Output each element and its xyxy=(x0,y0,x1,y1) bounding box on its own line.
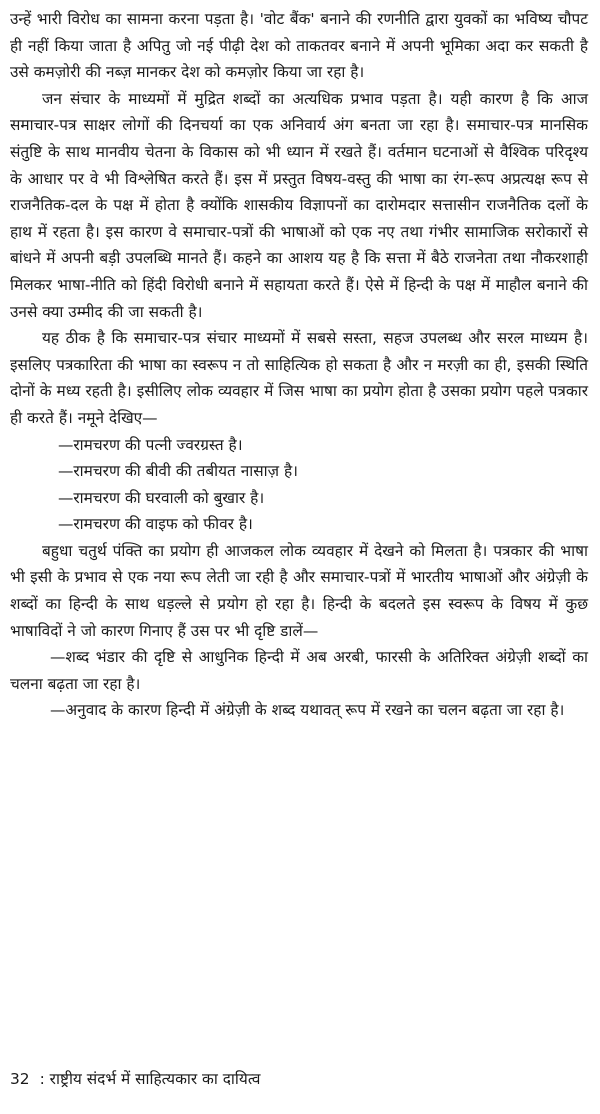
paragraph-opening: उन्हें भारी विरोध का सामना करना पड़ता है। 'वोट बैंक' बनाने की रणनीति द्वारा युवकों का भविष्य चौपट ही नहीं किया जाता है अपितु जो नई पीढ़ी देश को ताकतवर बनाने में अपनी भूमिका अदा कर सकती है उसे कमज़ोरी की नब्ज़ मानकर देश को कमज़ोर किया जा रहा है। xyxy=(10,10,588,82)
example-list xyxy=(10,432,588,538)
reason-item: —शब्द भंडार की दृष्टि से आधुनिक हिन्दी में अब अरबी, फारसी के अतिरिक्त अंग्रेज़ी शब्दों का चलना बढ़ता जा रहा है। xyxy=(10,648,588,693)
reason-item: —अनुवाद के कारण हिन्दी में अंग्रेज़ी के शब्द यथावत् रूप में रखने का चलन बढ़ता जा रहा है। xyxy=(50,701,565,720)
paragraph-newspaper-language: यह ठीक है कि समाचार-पत्र संचार माध्यमों में सबसे सस्ता, सहज उपलब्ध और सरल माध्यम है। इसलिए पत्रकारिता की भाषा का स्वरूप न तो साहित्यिक हो सकता है और न मरज़ी का ही, इसकी स्थिति दोनों के मध्य रहती है। इसीलिए लोक व्यवहार में जिस भाषा का प्रयोग होता है उसका प्रयोग पहले पत्रकार ही करते हैं। नमूने देखिए— xyxy=(10,329,588,427)
example-line: —रामचरण की वाइफ को फीवर है। xyxy=(58,515,253,534)
example-line: —रामचरण की बीवी की तबीयत नासाज़ है। xyxy=(58,462,298,481)
example-line: —रामचरण की पत्नी ज्वरग्रस्त है। xyxy=(58,435,243,454)
page-footer xyxy=(10,1066,260,1092)
reason-list xyxy=(10,644,588,724)
paragraph-mass-media: जन संचार के माध्यमों में मुद्रित शब्दों का अत्यधिक प्रभाव पड़ता है। यही कारण है कि आज समाचार-पत्र साक्षर लोगों की दिनचर्या का एक अनिवार्य अंग बनता जा रहा है। समाचार-पत्र मानसिक संतुष्टि के साथ मानवीय चेतना के विकास को भी ध्यान में रखते हैं। वर्तमान घटनाओं से वैश्विक परिदृश्य के आधार पर वे भी विश्लेषित करते हैं। इस में प्रस्तुत विषय-वस्तु की भाषा का रंग-रूप अप्रत्यक्ष रूप से राजनैतिक-दल के पक्ष में होता है क्योंकि शासकीय विज्ञापनों का दारोमदार सत्तासीन राजनैतिक दलों के हाथ में रहता है। इस कारण वे समाचार-पत्रों की भाषाओं को एक नए तथा गंभीर सामाजिक सरोकारों से बांधने में अपनी बड़ी उपलब्धि मानते हैं। कहने का आशय यह है कि सत्ता में बैठे राजनेता तथा नौकरशाही मिलकर भाषा-नीति को हिंदी विरोधी बनाने में सहायता करते हैं। ऐसे में हिन्दी के पक्ष में माहौल बनाने की उनसे क्या उम्मीद की जा सकती है। xyxy=(10,89,588,321)
book-title: : राष्ट्रीय संदर्भ में साहित्यकार का दायित्व xyxy=(39,1070,261,1088)
page-body xyxy=(10,6,588,1106)
paragraph-fourth-line-usage: बहुधा चतुर्थ पंक्ति का प्रयोग ही आजकल लोक व्यवहार में देखने को मिलता है। पत्रकार की भाषा भी इसी के प्रभाव से एक नया रूप लेती जा रही है और समाचार-पत्रों में भारतीय भाषाओं और अंग्रेज़ी के शब्दों का हिन्दी के साथ धड़ल्ले से प्रयोग हो रहा है। हिन्दी के बदलते इस स्वरूप के विषय में कुछ भाषाविदों ने जो कारण गिनाए हैं उस पर भी दृष्टि डालें— xyxy=(10,541,588,640)
page-number: 32 xyxy=(10,1070,30,1088)
example-line: —रामचरण की घरवाली को बुखार है। xyxy=(58,488,265,507)
